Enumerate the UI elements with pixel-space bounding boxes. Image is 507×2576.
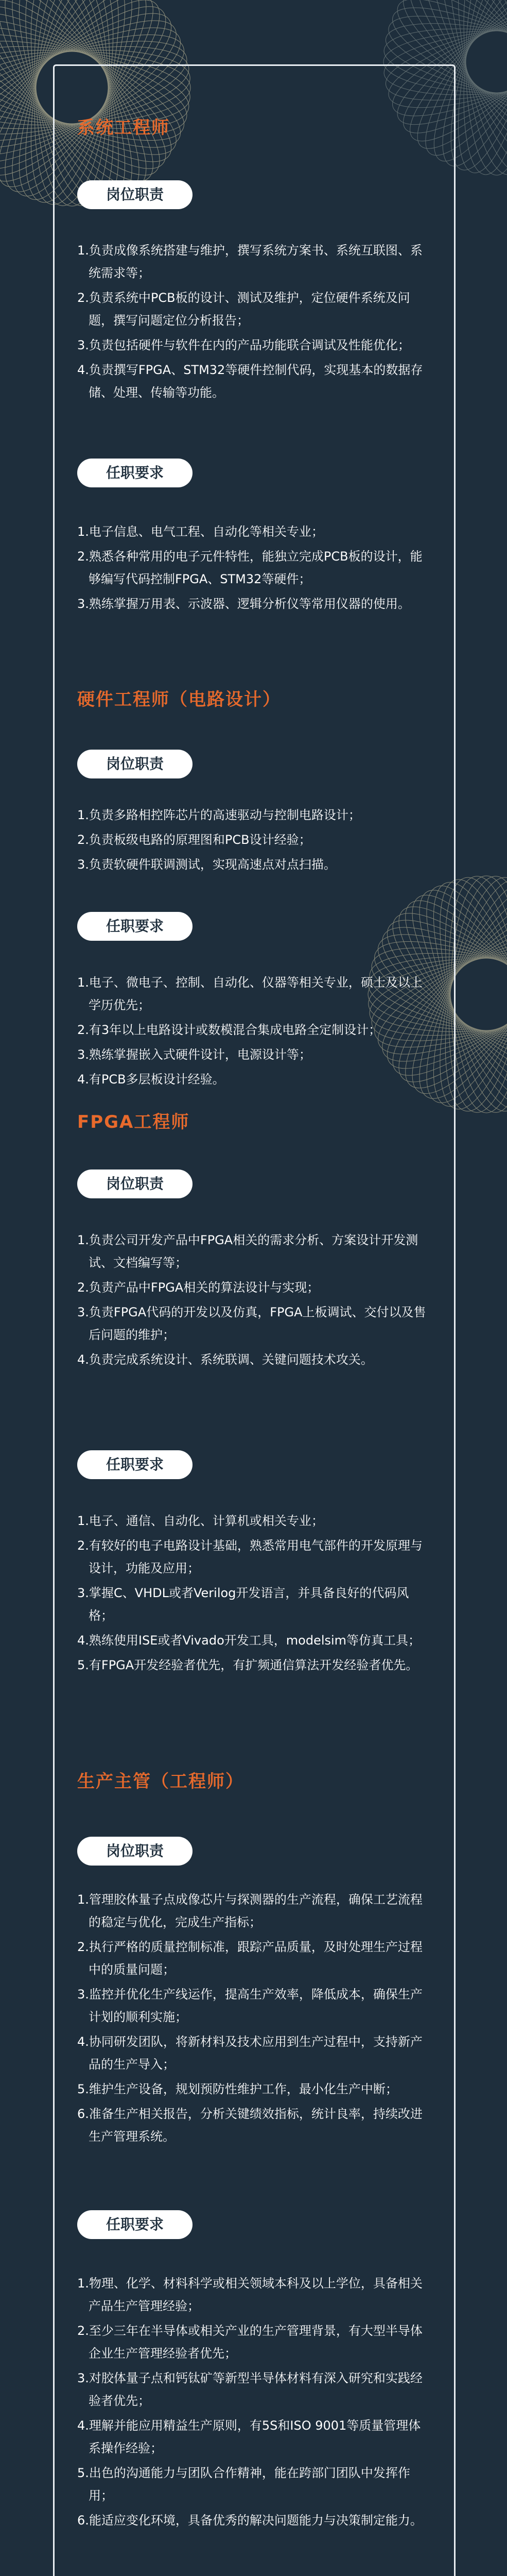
list-item: 3.负责包括硬件与软件在内的产品功能联合调试及性能优化； [77, 338, 410, 352]
list-item: 3.监控并优化生产线运作，提高生产效率，降低成本，确保生产计划的顺利实施； [77, 1987, 423, 2024]
list-item: 3.对胶体量子点和钙钛矿等新型半导体材料有深入研究和实践经验者优先； [77, 2371, 423, 2408]
list-item: 2.负责系统中PCB板的设计、测试及维护，定位硬件系统及问题，撰写问题定位分析报告； [77, 291, 410, 328]
job-title-fpga-engineer: FPGA工程师 [77, 1112, 190, 1132]
list-item: 4.有PCB多层板设计经验。 [77, 1072, 225, 1087]
duties-heading: 岗位职责 [77, 1170, 193, 1198]
list-item: 1.负责成像系统搭建与维护，撰写系统方案书、系统互联图、系统需求等； [77, 243, 423, 280]
list-item: 3.负责软硬件联调测试，实现高速点对点扫描。 [77, 857, 336, 872]
requirements-list [77, 2272, 432, 2534]
list-item: 5.出色的沟通能力与团队合作精神，能在跨部门团队中发挥作用； [77, 2466, 410, 2503]
list-item: 4.协同研发团队，将新材料及技术应用到生产过程中，支持新产品的生产导入； [77, 2035, 423, 2072]
list-item: 4.理解并能应用精益生产原则，有5S和ISO 9001等质量管理体系操作经验； [77, 2418, 421, 2455]
list-item: 2.有较好的电子电路设计基础，熟悉常用电气部件的开发原理与设计，功能及应用； [77, 1538, 423, 1575]
job-title-production-supervisor: 生产主管（工程师） [77, 1771, 244, 1792]
requirements-list [77, 520, 432, 617]
list-item: 1.电子、微电子、控制、自动化、仪器等相关专业，硕士及以上学历优先； [77, 975, 423, 1012]
duties-heading: 岗位职责 [77, 1837, 193, 1866]
requirements-heading: 任职要求 [77, 2210, 193, 2239]
list-item: 4.熟练使用ISE或者Vivado开发工具，modelsim等仿真工具； [77, 1633, 421, 1648]
list-item: 6.准备生产相关报告，分析关键绩效指标，统计良率，持续改进生产管理系统。 [77, 2107, 423, 2144]
duties-list [77, 804, 432, 878]
duties-heading: 岗位职责 [77, 750, 193, 778]
list-item: 2.熟悉各种常用的电子元件特性，能独立完成PCB板的设计，能够编写代码控制FPGA、STM32等硬件； [77, 549, 423, 586]
duties-list [77, 1229, 432, 1373]
list-item: 1.管理胶体量子点成像芯片与探测器的生产流程，确保工艺流程的稳定与优化，完成生产指标； [77, 1892, 423, 1929]
duties-list [77, 1888, 432, 2150]
list-item: 2.有3年以上电路设计或数模混合集成电路全定制设计； [77, 1023, 381, 1037]
list-item: 3.掌握C、VHDL或者Verilog开发语言，并具备良好的代码风格； [77, 1586, 409, 1623]
list-item: 1.电子、通信、自动化、计算机或相关专业； [77, 1514, 324, 1528]
list-item: 3.熟练掌握万用表、示波器、逻辑分析仪等常用仪器的使用。 [77, 597, 410, 611]
list-item: 4.负责撰写FPGA、STM32等硬件控制代码，实现基本的数据存储、处理、传输等功能。 [77, 363, 423, 400]
list-item: 2.负责板级电路的原理图和PCB设计经验； [77, 833, 311, 847]
list-item: 5.维护生产设备，规划预防性维护工作，最小化生产中断； [77, 2082, 398, 2096]
list-item: 4.负责完成系统设计、系统联调、关键问题技术攻关。 [77, 1352, 373, 1367]
list-item: 3.负责FPGA代码的开发以及仿真，FPGA上板调试、交付以及售后问题的维护； [77, 1305, 426, 1342]
requirements-list [77, 971, 432, 1093]
list-item: 2.至少三年在半导体或相关产业的生产管理背景，有大型半导体企业生产管理经验者优先； [77, 2324, 423, 2361]
requirements-heading: 任职要求 [77, 459, 193, 487]
list-item: 3.熟练掌握嵌入式硬件设计，电源设计等； [77, 1047, 311, 1062]
list-item: 2.负责产品中FPGA相关的算法设计与实现； [77, 1280, 320, 1295]
job-title-system-engineer: 系统工程师 [77, 117, 170, 138]
job-title-hardware-engineer: 硬件工程师（电路设计） [77, 689, 281, 710]
list-item: 1.负责多路相控阵芯片的高速驱动与控制电路设计； [77, 808, 361, 822]
list-item: 2.执行严格的质量控制标准，跟踪产品质量，及时处理生产过程中的质量问题； [77, 1940, 423, 1977]
list-item: 5.有FPGA开发经验者优先，有扩频通信算法开发经验者优先。 [77, 1658, 418, 1672]
list-item: 1.电子信息、电气工程、自动化等相关专业； [77, 524, 324, 539]
requirements-heading: 任职要求 [77, 912, 193, 941]
requirements-heading: 任职要求 [77, 1450, 193, 1479]
requirements-list [77, 1510, 432, 1679]
list-item: 1.物理、化学、材料科学或相关领域本科及以上学位，具备相关产品生产管理经验； [77, 2276, 423, 2313]
duties-heading: 岗位职责 [77, 180, 193, 209]
list-item: 6.能适应变化环境，具备优秀的解决问题能力与决策制定能力。 [77, 2513, 423, 2528]
list-item: 1.负责公司开发产品中FPGA相关的需求分析、方案设计开发测试、文档编写等； [77, 1233, 418, 1270]
duties-list [77, 239, 432, 406]
